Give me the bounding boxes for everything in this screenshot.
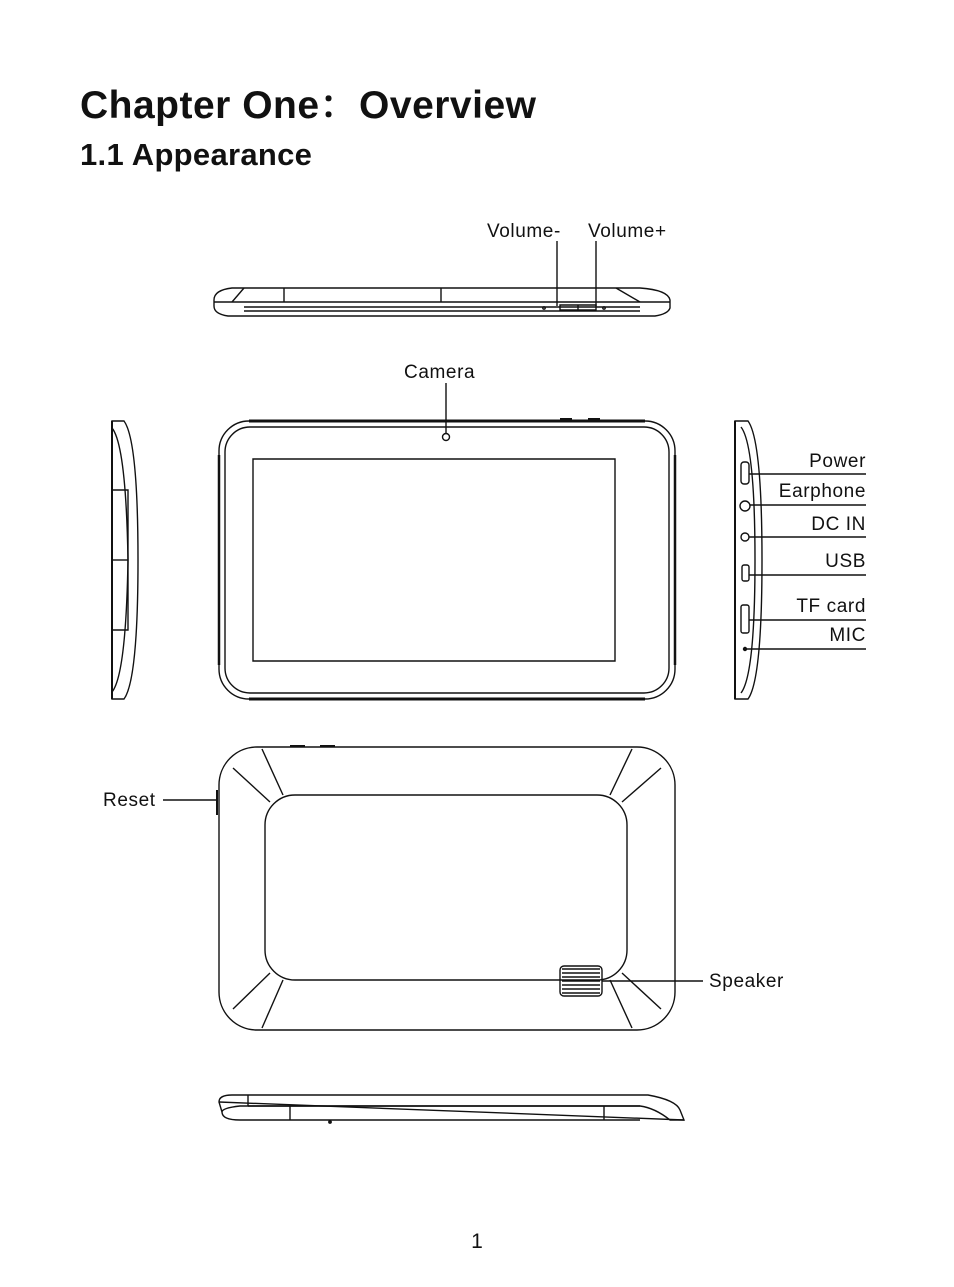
tablet-right-side-view xyxy=(735,421,762,699)
tf-card-slot-icon xyxy=(741,605,749,633)
power-label: Power xyxy=(809,451,866,472)
chapter-title: Chapter One：Overview xyxy=(80,84,537,127)
mic-icon xyxy=(744,648,747,651)
usb-port-icon xyxy=(742,565,749,581)
page-number: 1 xyxy=(471,1230,483,1253)
usb-label: USB xyxy=(825,551,866,572)
tablet-bottom-view xyxy=(219,1095,684,1123)
reset-label: Reset xyxy=(103,790,156,811)
speaker-label: Speaker xyxy=(709,971,784,992)
tablet-top-view xyxy=(214,288,670,316)
tablet-back-view xyxy=(163,746,703,1030)
volume-plus-label: Volume+ xyxy=(588,221,667,242)
speaker-grille-icon xyxy=(560,966,602,996)
tf-card-label: TF card xyxy=(796,596,866,617)
section-title: 1.1 Appearance xyxy=(80,137,313,172)
dc-in-jack-icon xyxy=(741,533,749,541)
volume-leader-lines xyxy=(557,241,596,306)
tablet-left-side-view xyxy=(112,421,138,699)
earphone-label: Earphone xyxy=(778,481,866,502)
dc-in-label: DC IN xyxy=(811,514,866,535)
mic-label: MIC xyxy=(829,625,866,646)
power-button-icon xyxy=(741,462,749,484)
earphone-jack-icon xyxy=(740,501,750,511)
camera-label: Camera xyxy=(404,362,476,383)
tablet-front-view xyxy=(219,383,675,699)
volume-minus-label: Volume- xyxy=(487,221,561,242)
camera-icon xyxy=(443,434,450,441)
